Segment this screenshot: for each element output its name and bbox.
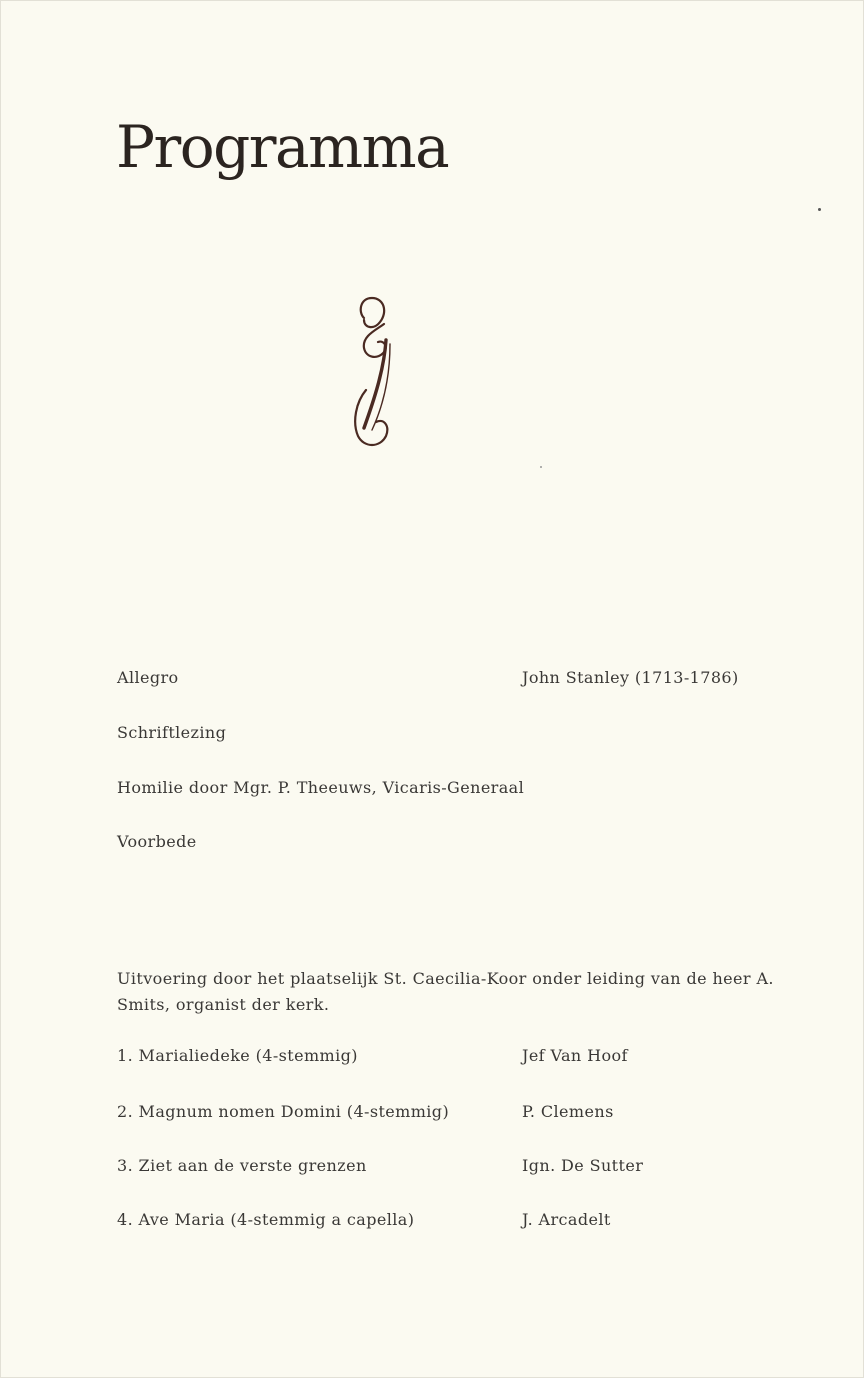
piece-composer: Ign. De Sutter: [522, 1156, 644, 1175]
program-item-schriftlezing: Schriftlezing: [117, 723, 227, 742]
page-title: Programma: [116, 113, 449, 181]
piece-title: 3. Ziet aan de verste grenzen: [117, 1156, 367, 1175]
piece-composer: P. Clemens: [522, 1102, 614, 1121]
flourish-icon: [340, 290, 406, 460]
program-item-allegro: Allegro: [117, 668, 179, 687]
piece-title: 2. Magnum nomen Domini (4-stemmig): [117, 1102, 450, 1121]
program-item-homilie: Homilie door Mgr. P. Theeuws, Vicaris-Generaal: [117, 778, 525, 797]
piece-title: 1. Marialiedeke (4-stemmig): [117, 1046, 358, 1065]
piece-composer: J. Arcadelt: [522, 1210, 611, 1229]
program-item-voorbede: Voorbede: [117, 832, 197, 851]
paper-speck: [540, 466, 542, 468]
choir-intro: Uitvoering door het plaatselijk St. Caecilia-Koor onder leiding van de heer A. Smits, organist der kerk.: [117, 969, 774, 1014]
piece-title: 4. Ave Maria (4-stemmig a capella): [117, 1210, 415, 1229]
paper-speck: [818, 208, 821, 211]
piece-composer: Jef Van Hoof: [522, 1046, 628, 1065]
program-item-allegro-composer: John Stanley (1713-1786): [522, 668, 739, 687]
